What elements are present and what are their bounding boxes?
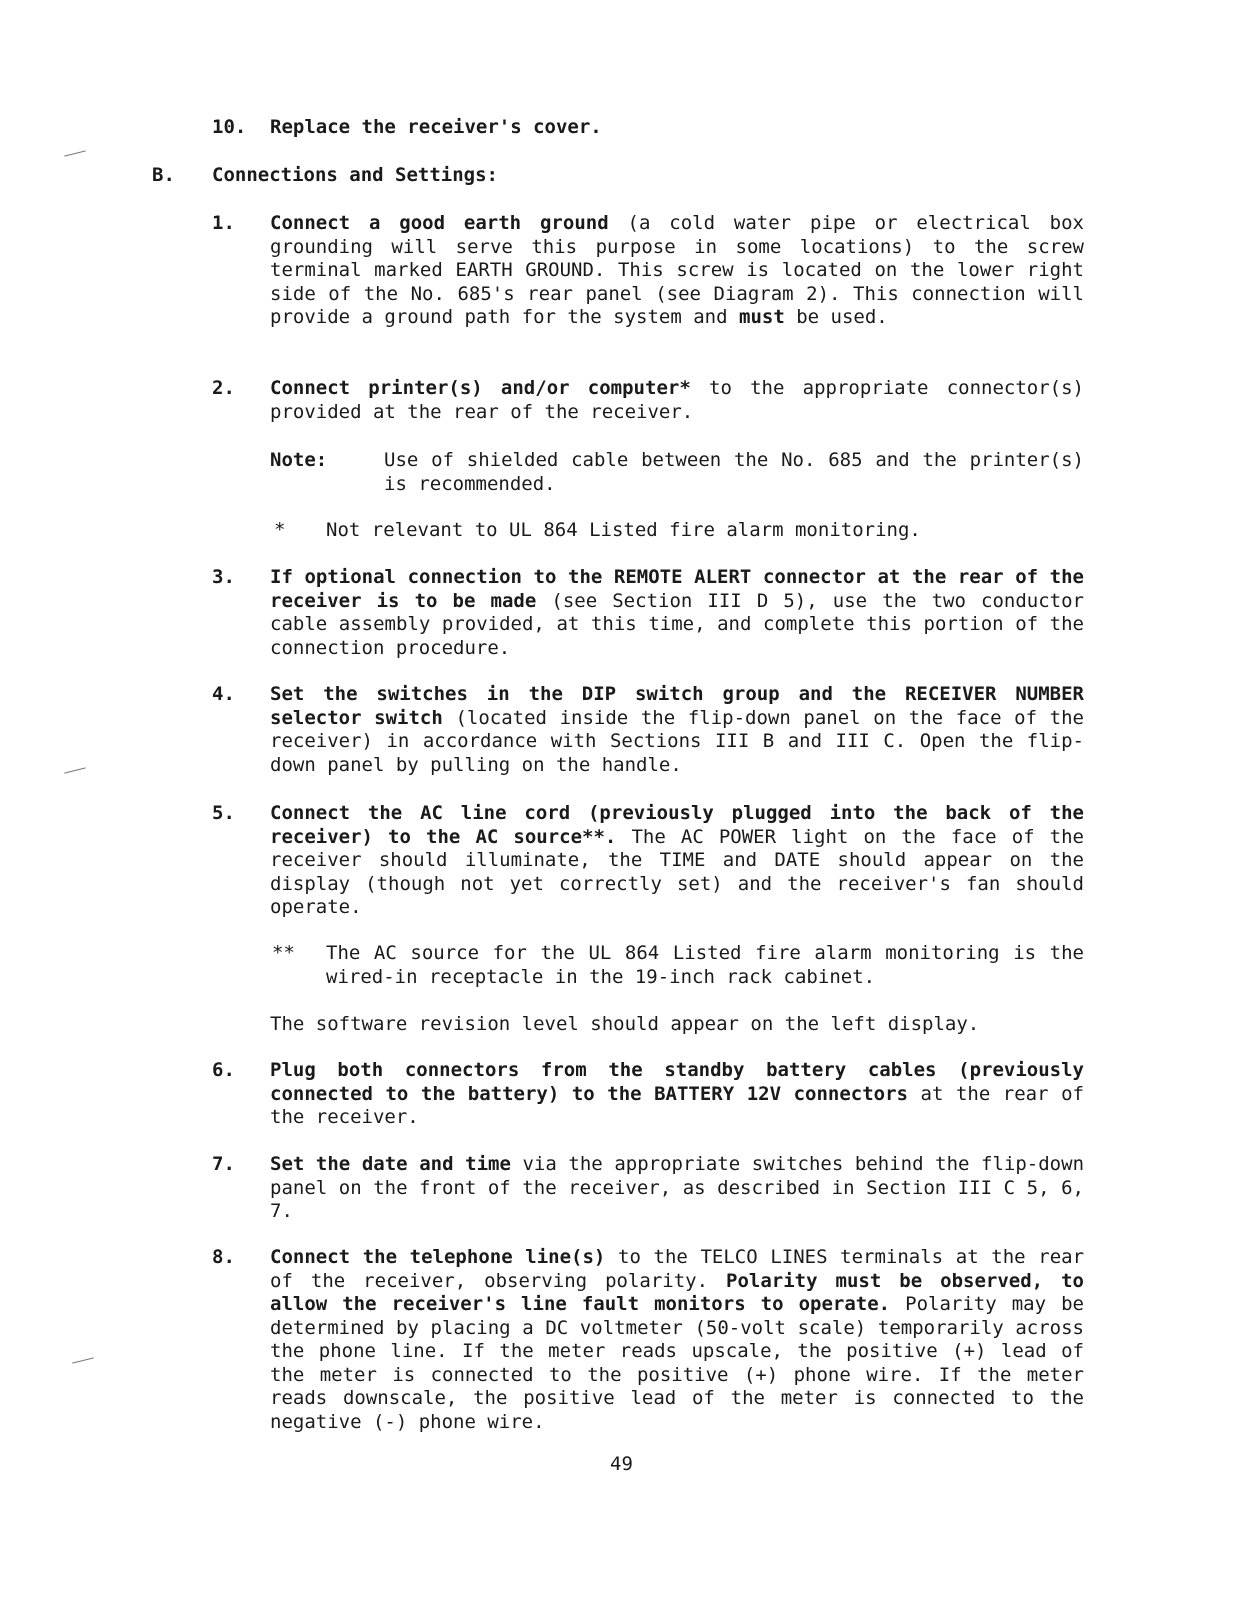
item-bold-text: must <box>739 306 785 328</box>
scan-mark <box>64 767 86 773</box>
note-label: Note: <box>270 449 328 471</box>
item-paragraph <box>270 1246 1084 1434</box>
item-number: 10. <box>212 116 247 138</box>
item-text: via the appropriate switches behind the flip-down panel on the front of the receiver, as described in Section III C 5, 6, 7. <box>270 1153 1085 1222</box>
item-text: The software revision level should appear on the left display. <box>270 1013 980 1035</box>
item-text: be used. <box>784 306 888 328</box>
item-text: to the appropriate connector(s) provided at the rear of the receiver. <box>270 377 1084 423</box>
footnote-text: The AC source for the UL 864 Listed fire alarm monitoring is the wired-in receptacle in the 19-inch rack cabinet. <box>326 942 1084 988</box>
item-paragraph <box>270 212 1084 330</box>
scan-mark <box>72 1357 94 1363</box>
item-number: 6. <box>212 1059 235 1081</box>
item-number: 3. <box>212 566 235 588</box>
item-text: at the rear of the receiver. <box>270 1082 1084 1128</box>
item-bold-text: Connect a good earth ground <box>270 212 609 234</box>
item-number: 5. <box>212 802 235 824</box>
item-number: 8. <box>212 1246 235 1268</box>
page-number: 49 <box>610 1453 633 1475</box>
section-heading: Connections and Settings: <box>212 164 498 186</box>
item-text: Polarity may be determined by placing a DC voltmeter (50-volt scale) temporarily across the phone line. If the meter reads upscale, the positive (+) lead of the meter is connected to the positive (+) phone wire. If the meter reads downscale, the positive lead of the meter is connected to the negative (-) phone wire. <box>270 1293 1084 1433</box>
item-text: to the TELCO LINES terminals at the rear of the receiver, observing polarity. <box>270 1246 1085 1292</box>
item-paragraph <box>270 377 1084 424</box>
item-bold-text: If optional connection to the REMOTE ALERT connector at the rear of the receiver is to be made <box>270 566 1084 612</box>
item-text: The AC POWER light on the face of the receiver should illuminate, the TIME and DATE should appear on the display (though not yet correctly set) and the receiver's fan should operate. <box>270 825 1084 918</box>
item-paragraph <box>270 1153 1084 1224</box>
note-text: Use of shielded cable between the No. 685 and the printer(s) is recommended. <box>384 449 1084 495</box>
item-bold-text: Plug both connectors from the standby battery cables (previously connected to the battery) to the BATTERY 12V connectors <box>270 1059 1084 1105</box>
item-bold-text: Connect the AC line cord (previously plugged into the back of the receiver) to the AC source**. <box>270 802 1084 848</box>
item-text: (a cold water pipe or electrical box grounding will serve this purpose in some locations) to the screw terminal marked EARTH GROUND. This screw is located on the lower right side of the No. 685's rear panel (see Diagram 2). This connection will provide a ground path for the system and <box>270 212 1084 328</box>
item-paragraph <box>270 802 1084 920</box>
item-bold-text: Connect the telephone line(s) <box>270 1246 606 1268</box>
item-number: 2. <box>212 377 235 399</box>
item-text: (located inside the flip-down panel on the face of the receiver) in accordance with Sections III B and III C. Open the flip-down panel by pulling on the handle. <box>270 706 1084 776</box>
item-bold-text: Set the date and time <box>270 1153 511 1175</box>
item-paragraph <box>270 683 1084 777</box>
section-letter: B. <box>152 164 175 186</box>
item-paragraph <box>270 1059 1084 1130</box>
item-number: 1. <box>212 212 235 234</box>
scan-mark <box>64 150 86 156</box>
footnote-text: Not relevant to UL 864 Listed fire alarm monitoring. <box>326 519 921 541</box>
footnote-mark: ** <box>272 942 295 964</box>
item-text: Replace the receiver's cover. <box>270 116 602 138</box>
item-bold-text: Polarity must be observed, to allow the receiver's line fault monitors to operate. <box>270 1269 1084 1315</box>
item-number: 4. <box>212 683 235 705</box>
item-text: (see Section III D 5), use the two conductor cable assembly provided, at this time, and complete this portion of the connection procedure. <box>270 589 1084 659</box>
item-bold-text: Connect printer(s) and/or computer* <box>270 377 691 399</box>
footnote-mark: * <box>274 519 286 541</box>
item-bold-text: Set the switches in the DIP switch group and the RECEIVER NUMBER selector switch <box>270 683 1084 729</box>
item-number: 7. <box>212 1153 235 1175</box>
item-paragraph <box>270 566 1084 660</box>
